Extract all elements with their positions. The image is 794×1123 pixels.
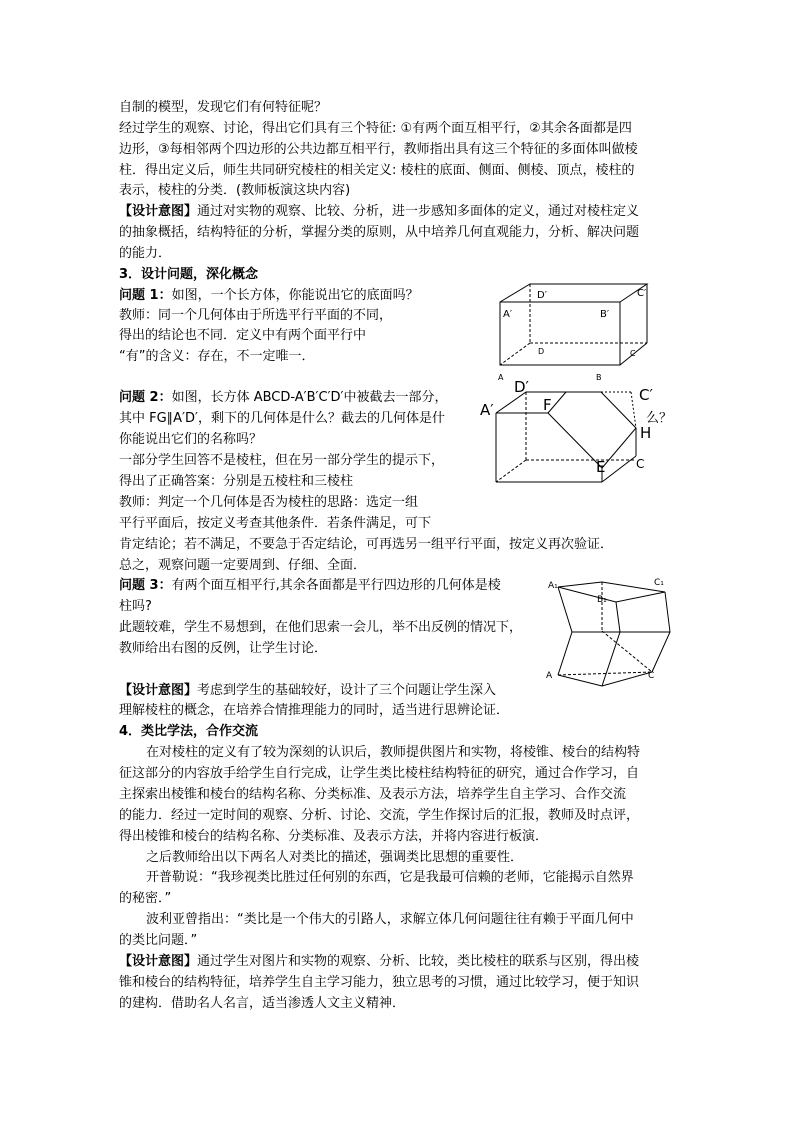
fig1-label: D [538, 347, 545, 356]
fig2-label: A′ [480, 401, 494, 419]
design-tag: 【设计意图】 [119, 204, 198, 219]
figure-cuboid [490, 280, 660, 385]
design-tag: 【设计意图】 [119, 954, 198, 969]
section-4-para-line-6: 之后教师给出以下两名人对类比的描述，强调类比思想的重要性． [146, 850, 524, 865]
intro-line-2: 经过学生的观察、讨论，得出它们具有三个特征: ①有两个面互相平行，②其余各面都是四 [119, 121, 632, 136]
fig3-label: B₁ [597, 595, 607, 605]
fig2-label: F [543, 396, 552, 414]
fig3-label: C₁ [654, 578, 664, 588]
figure-counterexample-solid [540, 575, 680, 690]
question-2-line-2: 其中 FG∥A′D′，剩下的几何体是什么？截去的几何体是什 [119, 411, 445, 426]
fig2-label: C [636, 457, 645, 471]
intro-line-4: 柱．得出定义后，师生共同研究棱柱的相关定义: 棱柱的底面、侧面、侧棱、顶点，棱柱的 [119, 163, 635, 178]
section-4-title: 4．类比学法，合作交流 [119, 724, 259, 739]
question-3: 问题 3：有两个面互相平行,其余各面都是平行四边形的几何体是棱 [119, 578, 501, 593]
section-4-para-line-1: 在对棱柱的定义有了较为深刻的认识后，教师提供图片和实物，将棱锥、棱台的结构特 [146, 745, 641, 760]
section-3-title: 3．设计问题，深化概念 [119, 267, 259, 282]
question-2-line-6: 教师：判定一个几何体是否为棱柱的思路：选定一组 [119, 495, 419, 510]
question-2-line-7: 平行平面后，按定义考查其他条件．若条件满足，可下 [119, 516, 432, 531]
figure-truncated-cuboid [476, 378, 676, 483]
fig1-label: A′ [503, 309, 513, 320]
fig3-label: C [648, 671, 655, 681]
section-4-para-line-4: 的能力．经过一定时间的观察、分析、讨论、交流，学生作探讨后的汇报，教师及时点评， [119, 808, 640, 823]
fig2-label: E [596, 458, 606, 476]
kepler-quote-end: 的秘密．” [119, 891, 172, 906]
section-4-para-line-5: 得出棱锥和棱台的结构名称、分类标准、及表示方法，并将内容进行板演． [119, 829, 549, 844]
fig2-label: H [640, 424, 652, 442]
question-2: 问题 2：如图，长方体 ABCD-A′B′C′D′中被截去一部分， [119, 390, 448, 405]
fig1-label: D′ [537, 290, 547, 301]
design-tag: 【设计意图】 [119, 683, 198, 698]
question-2-line-5: 得出了正确答案：分别是五棱柱和三棱柱 [119, 474, 354, 489]
question-3-line-3: 此题较难，学生不易想到，在他们思索一会儿，举不出反例的情况下， [119, 620, 523, 635]
question-1-line-4: “有”的含义：存在，不一定唯一． [119, 349, 315, 364]
question-3-line-2: 柱吗? [119, 599, 152, 614]
design-intent-3-line-3: 的建构．借助名人名言，适当渗透人文主义精神． [119, 996, 406, 1011]
design-intent-1: 【设计意图】通过对实物的观察、比较、分析，进一步感知多面体的定义，通过对棱柱定义 [119, 204, 640, 219]
intro-line-3: 边形，③每相邻两个四边形的公共边都互相平行，教师指出具有这三个特征的多面体叫做棱 [119, 142, 638, 157]
intro-line-1: 自制的模型，发现它们有何特征呢？ [119, 100, 328, 115]
design-intent-1-line-2: 的抽象概括，结构特征的分析，掌握分类的原则，从中培养几何直观能力，分析、解决问题 [119, 225, 640, 240]
question-1-line-2: 教师：同一个几何体由于所选平行平面的不同， [119, 308, 393, 323]
fig2-label: D′ [514, 378, 529, 396]
design-intent-1-line-3: 的能力． [119, 246, 172, 261]
question-1-line-3: 得出的结论也不同．定义中有两个面平行中 [119, 328, 367, 343]
question-2-line-3: 你能说出它们的名称吗？ [119, 432, 263, 447]
kepler-quote: 开普勒说：“我珍视类比胜过任何别的东西，它是我最可信赖的老师，它能揭示自然界 [146, 870, 634, 885]
fig2-label: C′ [639, 386, 653, 404]
fig1-label: B [596, 373, 602, 382]
fig1-label: A [498, 373, 504, 382]
fig1-label: C [630, 349, 636, 358]
design-intent-2-line-2: 理解棱柱的概念，在培养合情推理能力的同时，适当进行思辨论证． [119, 703, 510, 718]
question-3-line-4: 教师给出右图的反例，让学生讨论． [119, 641, 328, 656]
question-2-line-8: 肯定结论；若不满足，不要急于否定结论，可再选另一组平行平面，按定义再次验证． [119, 537, 614, 552]
fig1-label: C′ [637, 288, 647, 299]
section-4-para-line-3: 主探索出棱锥和棱台的结构名称、分类标准、及表示方法，培养学生自主学习、合作交流 [119, 787, 627, 802]
polya-quote: 波利亚曾指出：“类比是一个伟大的引路人，求解立体几何问题往往有赖于平面几何中 [146, 912, 634, 927]
question-2-line-2-end: 么？ [646, 411, 673, 426]
question-2-line-9: 总之，观察问题一定要周到、仔细、全面． [119, 558, 367, 573]
intro-line-5: 表示，棱柱的分类．(教师板演这块内容) [119, 183, 351, 198]
question-1: 问题 1：如图，一个长方体，你能说出它的底面吗？ [119, 288, 419, 303]
polya-quote-end: 的类比问题．” [119, 933, 198, 948]
fig3-label: A [546, 671, 553, 681]
section-4-para-line-2: 征这部分的内容放手给学生自行完成，让学生类比棱柱结构特征的研究，通过合作学习，自 [119, 766, 640, 781]
question-2-line-4: 一部分学生回答不是棱柱，但在另一部分学生的提示下， [119, 453, 445, 468]
fig1-label: B′ [600, 309, 610, 320]
design-intent-2: 【设计意图】考虑到学生的基础较好，设计了三个问题让学生深入 [119, 683, 497, 698]
design-intent-3-line-2: 锥和棱台的结构特征，培养学生自主学习能力，独立思考的习惯，通过比较学习，便于知识 [119, 975, 640, 990]
fig3-label: A₁ [548, 581, 558, 591]
design-intent-3: 【设计意图】通过学生对图片和实物的观察、分析、比较，类比棱柱的联系与区别，得出棱 [119, 954, 640, 969]
